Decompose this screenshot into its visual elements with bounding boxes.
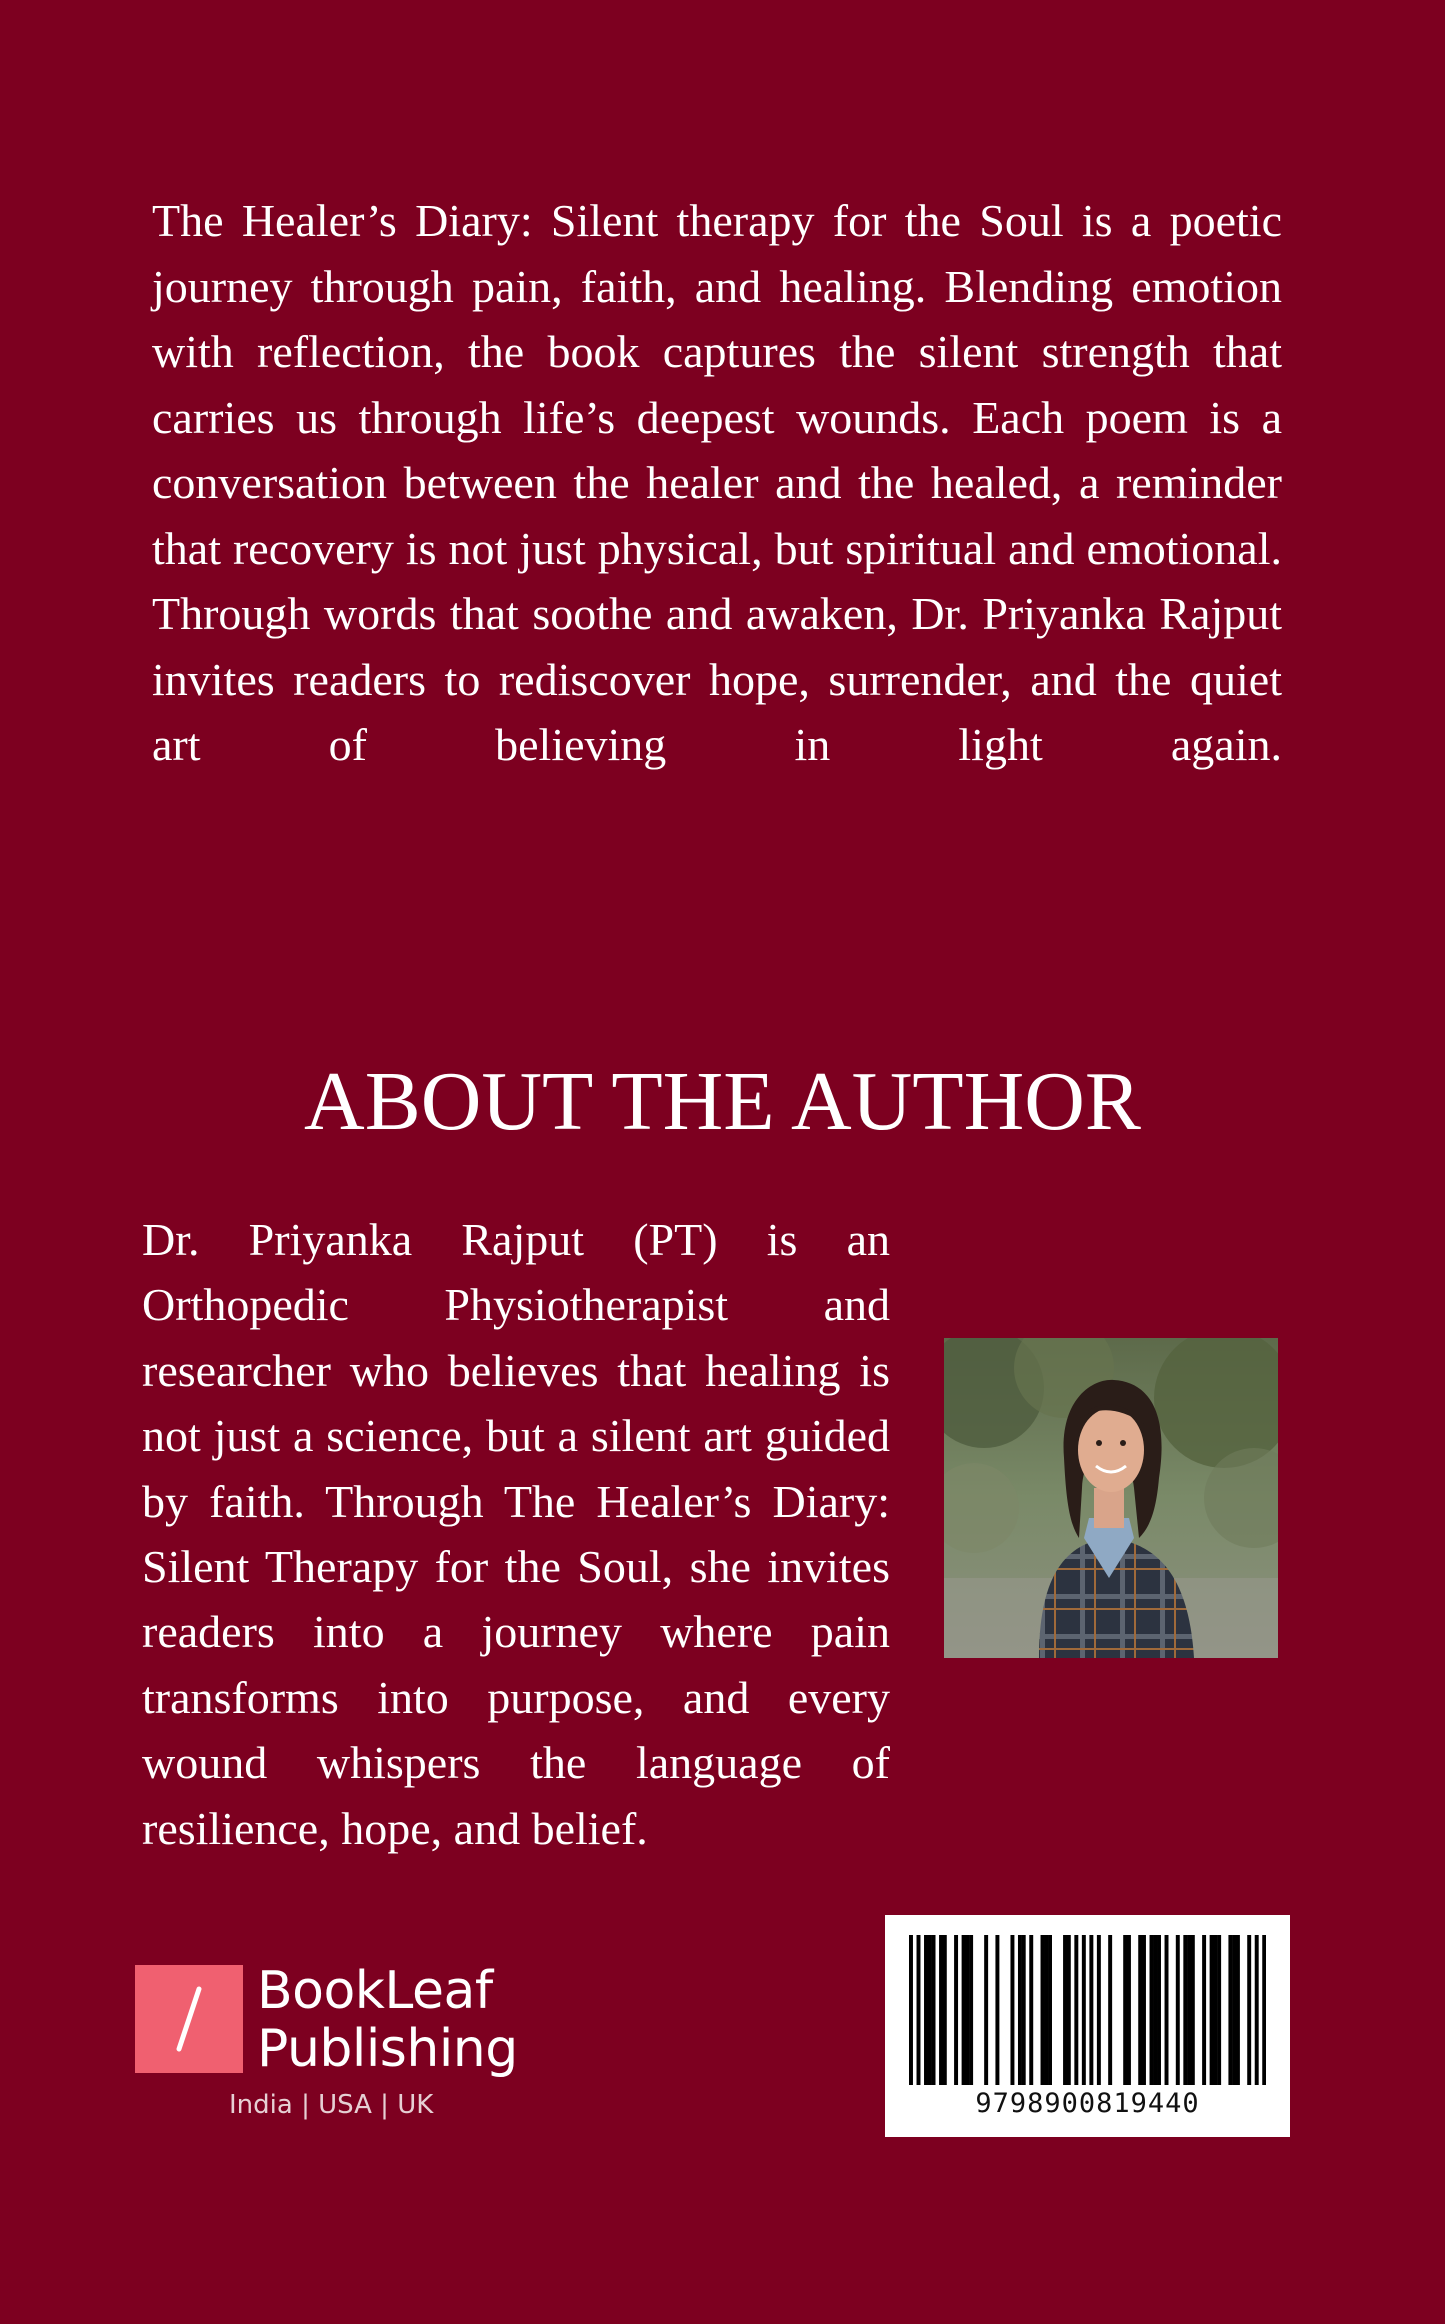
barcode-bar: [1029, 1935, 1033, 2085]
barcode-bar: [928, 1935, 932, 2085]
barcode-bar: [1217, 1935, 1221, 2085]
barcode-bar: [1191, 1935, 1195, 2085]
barcode-bar: [1213, 1935, 1217, 2085]
barcode-bar: [1041, 1935, 1045, 2085]
barcode-bar: [1067, 1935, 1071, 2085]
about-author-heading: ABOUT THE AUTHOR: [304, 1055, 1141, 1148]
barcode-bar: [995, 1935, 999, 2085]
barcode-bar: [1142, 1935, 1146, 2085]
barcode-bar: [1176, 1935, 1180, 2085]
publisher-name-line1: BookLeaf: [257, 1961, 493, 2021]
barcode-bar: [1063, 1935, 1067, 2085]
isbn-number: 9798900819440: [975, 2088, 1200, 2119]
barcode: [885, 1915, 1290, 2137]
barcode-bar: [924, 1935, 928, 2085]
barcode-bar: [1082, 1935, 1086, 2085]
publisher-regions: India | USA | UK: [229, 2090, 434, 2120]
barcode-bar: [1097, 1935, 1101, 2085]
barcode-bar: [1150, 1935, 1154, 2085]
publisher-logo: [135, 1962, 535, 2122]
book-description: The Healer’s Diary: Silent therapy for the Soul is a poetic journey through pain, faith, and healing. Blending emotion with reflection, the book captures the silent strength that carries us through life’s deepest wounds. Each poem is a conversation between the healer and the healed, a reminder that recovery is not just physical, but spiritual and emotional. Through words that soothe and awaken, Dr. Priyanka Rajput invites readers to rediscover hope, surrender, and the quiet art of believing in light again.: [152, 195, 1282, 770]
barcode-bar: [1108, 1935, 1112, 2085]
publisher-name-line2: Publishing: [257, 2019, 518, 2079]
barcode-bar: [1247, 1935, 1251, 2085]
barcode-bar: [969, 1935, 973, 2085]
barcode-bar: [1044, 1935, 1048, 2085]
logo-mark: [135, 1965, 243, 2073]
barcode-bar: [1187, 1935, 1191, 2085]
barcode-bar: [1127, 1935, 1131, 2085]
barcode-bar: [917, 1935, 921, 2085]
barcode-bar: [1123, 1935, 1127, 2085]
barcode-bar: [1089, 1935, 1093, 2085]
barcode-bar: [932, 1935, 936, 2085]
barcode-bar: [943, 1935, 947, 2085]
barcode-bar: [1138, 1935, 1142, 2085]
author-photo: [944, 1338, 1278, 1658]
barcode-bar: [1262, 1935, 1266, 2085]
barcode-bar: [909, 1935, 913, 2085]
barcode-bar: [1157, 1935, 1161, 2085]
barcode-bar: [984, 1935, 988, 2085]
barcode-bar: [1232, 1935, 1236, 2085]
barcode-bar: [954, 1935, 958, 2085]
barcode-bar: [1210, 1935, 1214, 2085]
author-bio: Dr. Priyanka Rajput (PT) is an Orthopedic Physiotherapist and researcher who believes that healing is not just a science, but a silent art guided by faith. Through The Healer’s Diary: Silent Therapy for the Soul, she invites readers into a journey where pain transforms into purpose, and every wound whispers the language of resilience, hope, and belief.: [142, 1214, 890, 1854]
publisher-name: [257, 1962, 518, 2078]
barcode-bar: [1165, 1935, 1169, 2085]
barcode-bar: [965, 1935, 969, 2085]
barcode-bars: [909, 1935, 1266, 2085]
barcode-bar: [1018, 1935, 1022, 2085]
barcode-bar: [962, 1935, 966, 2085]
barcode-bar: [1255, 1935, 1259, 2085]
barcode-bar: [1074, 1935, 1078, 2085]
barcode-bar: [1010, 1935, 1014, 2085]
barcode-bar: [1236, 1935, 1240, 2085]
barcode-bar: [939, 1935, 943, 2085]
barcode-bar: [1048, 1935, 1052, 2085]
barcode-bar: [1228, 1935, 1232, 2085]
barcode-bar: [1183, 1935, 1187, 2085]
barcode-bar: [1022, 1935, 1026, 2085]
barcode-bar: [1202, 1935, 1206, 2085]
barcode-bar: [1153, 1935, 1157, 2085]
